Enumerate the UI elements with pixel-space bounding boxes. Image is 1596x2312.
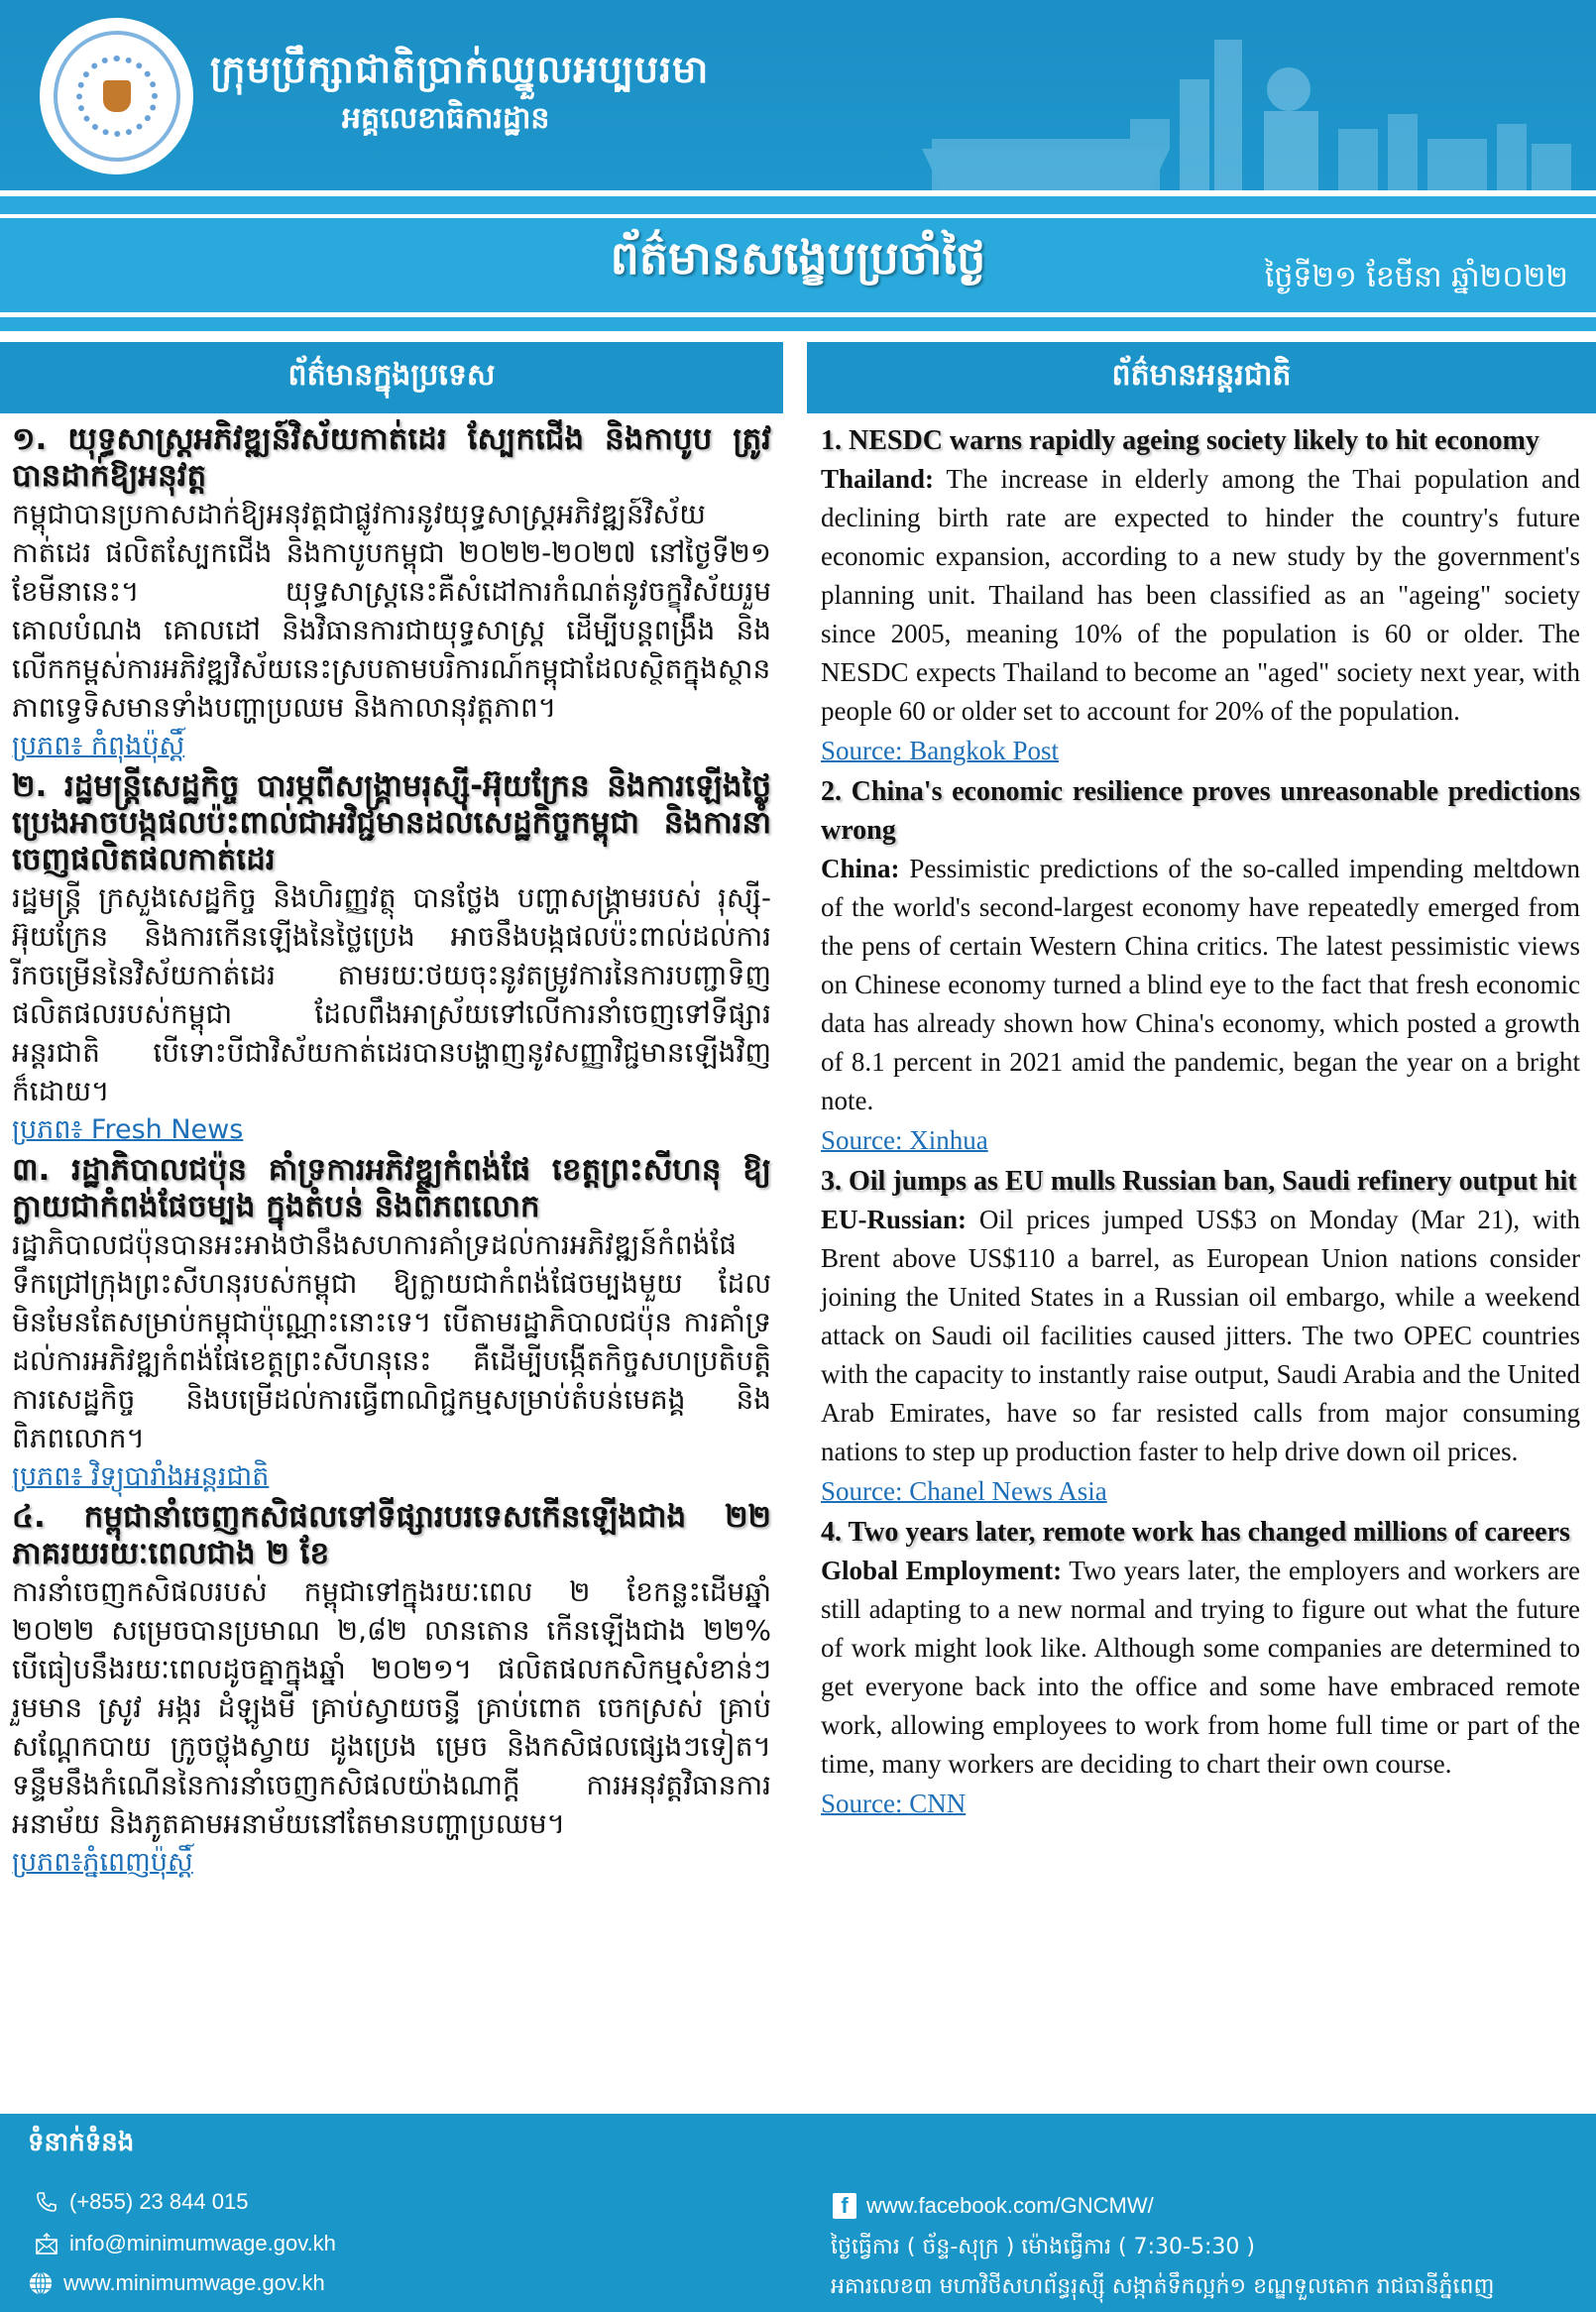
article-body: រដ្ឋមន្ត្រី ក្រសួងសេដ្ឋកិច្ច និងហិរញ្ញវត្ថុ បានថ្លែង បញ្ហាសង្គ្រាមរបស់ រុស្ស៊ី-អ៊ុយក្រែន និងការកើនឡើងនៃថ្លៃប្រេង អាចនឹងបង្កផលប៉ះពាល់ដល់ការរីកចម្រើននៃវិស័យកាត់ដេរ តាមរយៈថយចុះនូវតម្រូវការនៃការបញ្ជាទិញផលិតផលរបស់កម្ពុជា ដែលពឹងអាស្រ័យទៅលើការនាំចេញទៅទីផ្សារអន្តរជាតិ បើទោះបីជាវិស័យកាត់ដេរបានបង្ហាញនូវសញ្ញាវិជ្ជមានឡើងវិញក៏ដោយ។	[12, 881, 771, 1107]
envelope-icon	[34, 2231, 59, 2256]
article-title: 1. NESDC warns rapidly ageing society likely to hit economy	[821, 425, 1539, 456]
article-text: The increase in elderly among the Thai population and declining birth rate are expected to hinder the country's future economic expansion, according to a new study by the government's planning unit. Thailand has been classified as an "ageing" society since 2005, meaning 10% of the population is 60 or older. The NESDC expects Thailand to become an "aged" society next year, with people 60 or older set to account for 20% of the population.	[821, 464, 1580, 726]
article-source-link[interactable]: ប្រភព៖ Fresh News	[12, 1114, 244, 1145]
article-text: Oil prices jumped US$3 on Monday (Mar 21), with Brent above US$110 a barrel, as European Union nations consider joining the United States in a Russian oil embargo, while a weekend attack on Saudi oil facilities caused jitters. The two OPEC countries with the capacity to instantly raise output, Saudi Arabia and the United Arab Emirates, have so far resisted calls from major consuming nations to step up production faster to help drive down oil prices.	[821, 1205, 1580, 1466]
header-banner	[0, 0, 1596, 190]
article-lead-label: EU-Russian:	[821, 1205, 968, 1234]
organization-name: ក្រុមប្រឹក្សាជាតិប្រាក់ឈ្នួលអប្បបរមា	[210, 48, 710, 91]
domestic-article	[12, 1152, 771, 1497]
domestic-news-column	[0, 342, 783, 1885]
facebook-icon: f	[833, 2193, 856, 2219]
article-body	[821, 1552, 1580, 1784]
article-source-link[interactable]: Source: Bangkok Post	[821, 736, 1059, 765]
email-row	[34, 2231, 336, 2256]
article-source-link[interactable]: ប្រភព៖ វិទ្យុបារាំងអន្តរជាតិ	[12, 1461, 270, 1492]
organization-subtitle: អគ្គលេខាធិការដ្ឋាន	[342, 101, 550, 136]
international-article	[821, 1513, 1580, 1823]
article-lead-label: Thailand:	[821, 464, 935, 494]
article-text: Two years later, the employers and workers are still adapting to a new normal and trying to figure out what the future of work might look like. Although some companies are determined to get everyone back into the office and some have embraced remote work, allowing employees to work from home full time or part of the time, many workers are deciding to chart their own course.	[821, 1556, 1581, 1779]
logo-gear-icon	[76, 56, 158, 137]
article-source-link[interactable]: ប្រភព៖ កំពុងប៉ុស្តិ៍	[12, 731, 185, 761]
website-row	[28, 2270, 325, 2296]
page-title: ព័ត៌មានសង្ខេបប្រចាំថ្ងៃ	[610, 231, 986, 285]
publication-date: ថ្ងៃទី២១ ខែមីនា ឆ្នាំ២០២២	[1264, 260, 1568, 294]
divider-band	[0, 317, 1596, 331]
international-article	[821, 1162, 1580, 1511]
contact-title: ទំនាក់ទំនង	[28, 2128, 135, 2157]
article-source-link[interactable]: Source: Chanel News Asia	[821, 1476, 1107, 1506]
article-source-link[interactable]: Source: Xinhua	[821, 1125, 988, 1155]
article-title: ២. រដ្ឋមន្ត្រីសេដ្ឋកិច្ច បារម្ភពីសង្គ្រាមរុស្ស៊ី-អ៊ុយក្រែន និងការឡើងថ្លៃប្រេងអាចបង្កផលប៉ះពាល់ជាអវិជ្ជមានដល់សេដ្ឋកិច្ចកម្ពុជា និងការនាំចេញផលិតផលកាត់ដេរ	[12, 768, 771, 877]
title-band	[0, 218, 1596, 312]
article-text: Pessimistic predictions of the so-called impending meltdown of the world's second-largest economy have repeatedly emerged from the pens of certain Western China critics. The latest pessimistic views on Chinese economy turned a blind eye to the fact that fresh economic data has already shown how China's economy, which posted a growth of 8.1 percent in 2021 amid the pandemic, began the year on a bright note.	[821, 854, 1580, 1115]
article-source-link[interactable]: Source: CNN	[821, 1789, 967, 1818]
article-title: 2. China's economic resilience proves unreasonable predictions wrong	[821, 776, 1580, 846]
article-source-link[interactable]: ប្រភព៖ភ្នំពេញប៉ុស្តិ៍	[12, 1847, 193, 1878]
logo-ring	[54, 31, 180, 162]
facebook-row	[833, 2193, 1154, 2219]
article-lead-label: Global Employment:	[821, 1556, 1063, 1585]
city-skyline-illustration	[872, 20, 1586, 190]
international-news-heading: ព័ត៌មានអន្តរជាតិ	[807, 342, 1596, 413]
phone-icon	[34, 2189, 59, 2215]
article-title: ៣. រដ្ឋាភិបាលជប៉ុន គាំទ្រការអភិវឌ្ឍកំពង់ផែ ខេត្តព្រះសីហនុ ឱ្យក្លាយជាកំពង់ផែចម្បង ក្នុងតំបន់ និងពិភពលោក	[12, 1152, 771, 1224]
article-body	[821, 460, 1580, 731]
article-title: ៤. កម្ពុជានាំចេញកសិផលទៅទីផ្សារបរទេសកើនឡើងជាង ២២ ភាគរយរយៈពេលជាង ២ ខែ	[12, 1499, 771, 1571]
international-article	[821, 421, 1580, 770]
footer-contact	[0, 2114, 1596, 2312]
globe-icon	[28, 2270, 54, 2296]
facebook-link[interactable]: www.facebook.com/GNCMW/	[866, 2193, 1154, 2218]
article-lead-label: China:	[821, 854, 900, 883]
email-link[interactable]: info@minimumwage.gov.kh	[69, 2231, 336, 2255]
article-title: 3. Oil jumps as EU mulls Russian ban, Saudi refinery output hit	[821, 1166, 1577, 1197]
website-link[interactable]: www.minimumwage.gov.kh	[63, 2270, 325, 2295]
domestic-article	[12, 768, 771, 1150]
phone-number[interactable]: (+855) 23 844 015	[69, 2189, 249, 2214]
article-body: កម្ពុជាបានប្រកាសដាក់ឱ្យអនុវត្តជាផ្លូវការនូវយុទ្ធសាស្ត្រអភិវឌ្ឍន៍វិស័យកាត់ដេរ ផលិតស្បែកជើង និងកាបូបកម្ពុជា ២០២២-២០២៧ នៅថ្ងៃទី២១ ខែមីនានេះ។ យុទ្ធសាស្ត្រនេះគឺសំដៅការកំណត់នូវចក្ខុវិស័យរួម គោលបំណង គោលដៅ និងវិធានការជាយុទ្ធសាស្ត្រ ដើម្បីបន្តពង្រឹង និងលើកកម្ពស់ការអភិវឌ្ឍវិស័យនេះស្របតាមបរិការណ៍កម្ពុជាដែលស្ថិតក្នុងស្ថានភាពទ្វេទិសមានទាំងបញ្ហាប្រឈម និងកាលានុវត្តភាព។	[12, 498, 771, 724]
divider-band	[0, 196, 1596, 214]
article-body	[821, 850, 1580, 1120]
logo-trophy-icon	[103, 80, 131, 112]
article-body: ការនាំចេញកសិផលរបស់ កម្ពុជាទៅក្នុងរយៈពេល ២ ខែកន្លះដើមឆ្នាំ ២០២២ សម្រេចបានប្រមាណ ២,៨២ លានតោន កើនឡើងជាង ២២% បើធៀបនឹងរយៈពេលដូចគ្នាក្នុងឆ្នាំ ២០២១។ ផលិតផលកសិកម្មសំខាន់ៗ រួមមាន ស្រូវ អង្ករ ដំឡូងមី គ្រាប់ស្វាយចន្ទី គ្រាប់ពោត ចេកស្រស់ គ្រាប់សណ្ដែកបាយ ក្រូចថ្លុងស្វាយ ដូងប្រេង ម្រេច និងកសិផលផ្សេងៗទៀត។ ទន្ទឹមនឹងកំណើននៃការនាំចេញកសិផលយ៉ាងណាក្ដី ការអនុវត្តវិធានការអនាម័យ និងភូតគាមអនាម័យនៅតែមានបញ្ហាប្រឈម។	[12, 1575, 771, 1840]
article-body	[821, 1201, 1580, 1471]
phone-row	[34, 2189, 248, 2215]
domestic-article	[12, 1499, 771, 1883]
international-news-column	[807, 342, 1596, 1825]
article-body: រដ្ឋាភិបាលជប៉ុនបានអះអាងថានឹងសហការគាំទ្រដល់ការអភិវឌ្ឍន៍កំពង់ផែទឹកជ្រៅក្រុងព្រះសីហនុរបស់កម្ពុជា ឱ្យក្លាយជាកំពង់ផែចម្បងមួយ ដែលមិនមែនតែសម្រាប់កម្ពុជាប៉ុណ្ណោះនោះទេ។ បើតាមរដ្ឋាភិបាលជប៉ុន ការគាំទ្រដល់ការអភិវឌ្ឍកំពង់ផែខេត្តព្រះសីហនុនេះ គឺដើម្បីបង្កើតកិច្ចសហប្រតិបត្តិការសេដ្ឋកិច្ច និងបម្រើដល់ការធ្វើពាណិជ្ជកម្មសម្រាប់តំបន់មេគង្គ និងពិភពលោក។	[12, 1228, 771, 1454]
international-article	[821, 772, 1580, 1160]
article-title: 4. Two years later, remote work has changed millions of careers	[821, 1517, 1570, 1548]
domestic-article	[12, 421, 771, 766]
office-address: អគារលេខ៣ មហាវិថីសហព័ន្ធរុស្ស៊ី សង្កាត់ទឹកល្អក់១ ខណ្ឌទួលគោក រាជធានីភ្នំពេញ	[831, 2274, 1495, 2299]
article-title: ១. យុទ្ធសាស្ត្រអភិវឌ្ឍន៍វិស័យកាត់ដេរ ស្បែកជើង និងកាបូប ត្រូវបានដាក់ឱ្យអនុវត្ត	[12, 421, 771, 494]
office-hours: ថ្ងៃធ្វើការ ( ច័ន្ទ-សុក្រ ) ម៉ោងធ្វើការ ( 7:30-5:30 )	[831, 2235, 1255, 2259]
domestic-news-heading: ព័ត៌មានក្នុងប្រទេស	[0, 342, 783, 413]
ministry-logo	[40, 18, 193, 174]
